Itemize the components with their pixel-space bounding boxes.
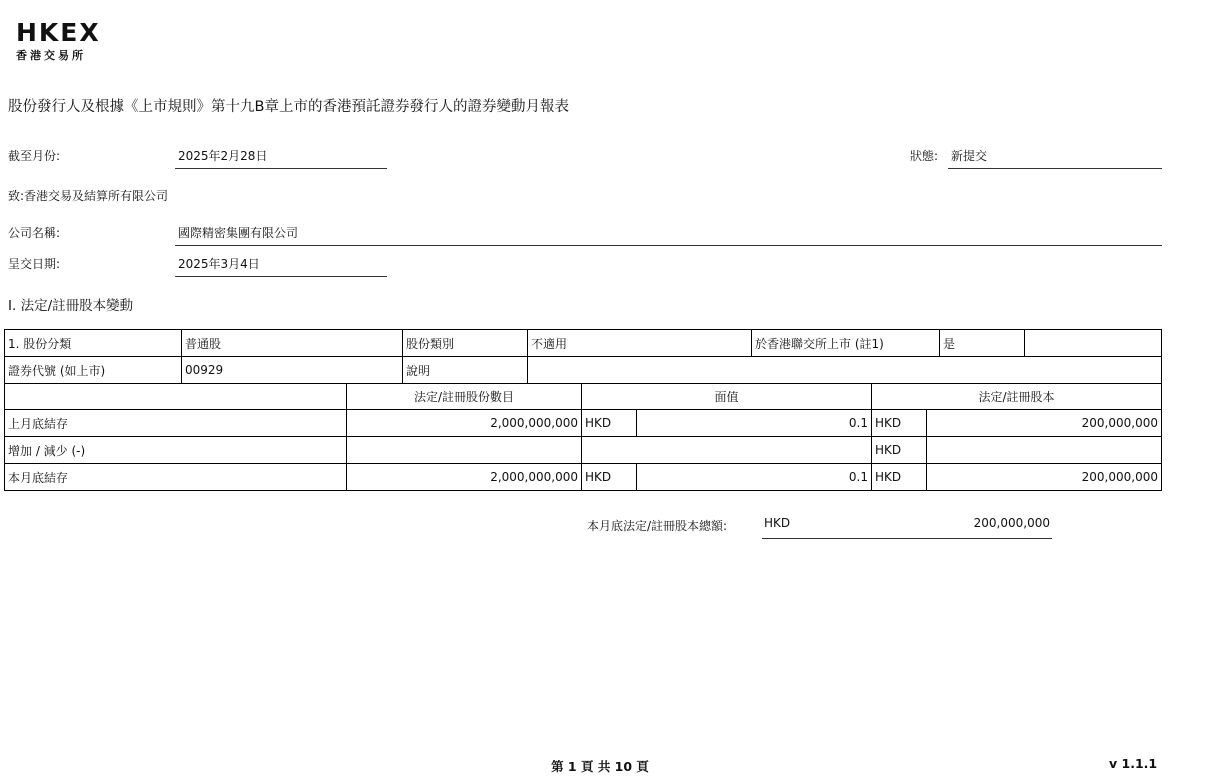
status-label: 狀態:	[910, 149, 939, 163]
stock-code-label: 證券代號 (如上市)	[8, 363, 106, 378]
table-row-cap-currency: HKD	[875, 443, 902, 457]
total-label: 本月底法定/註冊股本總額:	[587, 519, 728, 533]
page-title: 股份發行人及根據《上市規則》第十九B章上市的香港預託證券發行人的證券變動月報表	[8, 99, 569, 115]
table-row-capital: 200,000,000	[1081, 470, 1158, 484]
version-label: v 1.1.1	[1109, 756, 1158, 771]
page-number: 第 1 頁 共 10 頁	[551, 759, 649, 774]
company-label: 公司名稱:	[8, 226, 61, 240]
par-value-header: 面值	[714, 390, 739, 404]
total-field	[762, 513, 1052, 539]
capital-header: 法定/註冊股本	[978, 390, 1055, 404]
table-row-par-currency: HKD	[585, 416, 612, 430]
table-row-capital	[927, 437, 1161, 463]
company-value: 國際精密集團有限公司	[178, 226, 299, 240]
share-class-label: 1. 股份分類	[8, 336, 72, 351]
description-value	[528, 357, 1161, 383]
listed-extra-value	[1025, 330, 1161, 356]
description-label: 說明	[406, 363, 431, 378]
listed-label: 於香港聯交所上市 (註1)	[755, 336, 884, 351]
period-value: 2025年2月28日	[178, 149, 268, 163]
table-row-shares	[347, 437, 581, 463]
total-currency: HKD	[764, 516, 791, 530]
table-row-par-value: 0.1	[848, 416, 868, 430]
table-row-shares: 2,000,000,000	[490, 470, 578, 484]
table-row-shares: 2,000,000,000	[490, 416, 578, 430]
submit-date-label: 呈交日期:	[8, 257, 61, 271]
submit-date-value: 2025年3月4日	[178, 257, 260, 271]
recipient-line: 致:香港交易及結算所有限公司	[8, 189, 169, 203]
table-row-cap-currency: HKD	[875, 416, 902, 430]
share-type-label: 股份類別	[406, 336, 455, 351]
shares-header: 法定/註冊股份數目	[413, 390, 515, 404]
table-row-par-currency: HKD	[585, 470, 612, 484]
share-type-value: 不適用	[531, 336, 568, 351]
table-row-capital: 200,000,000	[1081, 416, 1158, 430]
logo-subtitle: 香港交易所	[16, 49, 86, 62]
stock-code-value: 00929	[185, 363, 224, 377]
table-row-label: 本月底結存	[8, 470, 69, 485]
table-row-label: 上月底結存	[8, 416, 69, 431]
logo-mark: HKEX	[16, 18, 101, 47]
status-value: 新提交	[951, 149, 988, 163]
listed-value: 是	[943, 336, 956, 351]
total-value: 200,000,000	[973, 516, 1050, 530]
table-row-label: 增加 / 減少 (-)	[8, 443, 86, 458]
period-label: 截至月份:	[8, 149, 61, 163]
section-title: I. 法定/註冊股本變動	[8, 298, 134, 314]
share-class-value: 普通股	[185, 336, 222, 351]
table-row-cap-currency: HKD	[875, 470, 902, 484]
table-row-par-value	[582, 437, 871, 463]
table-row-par-value: 0.1	[848, 470, 868, 484]
